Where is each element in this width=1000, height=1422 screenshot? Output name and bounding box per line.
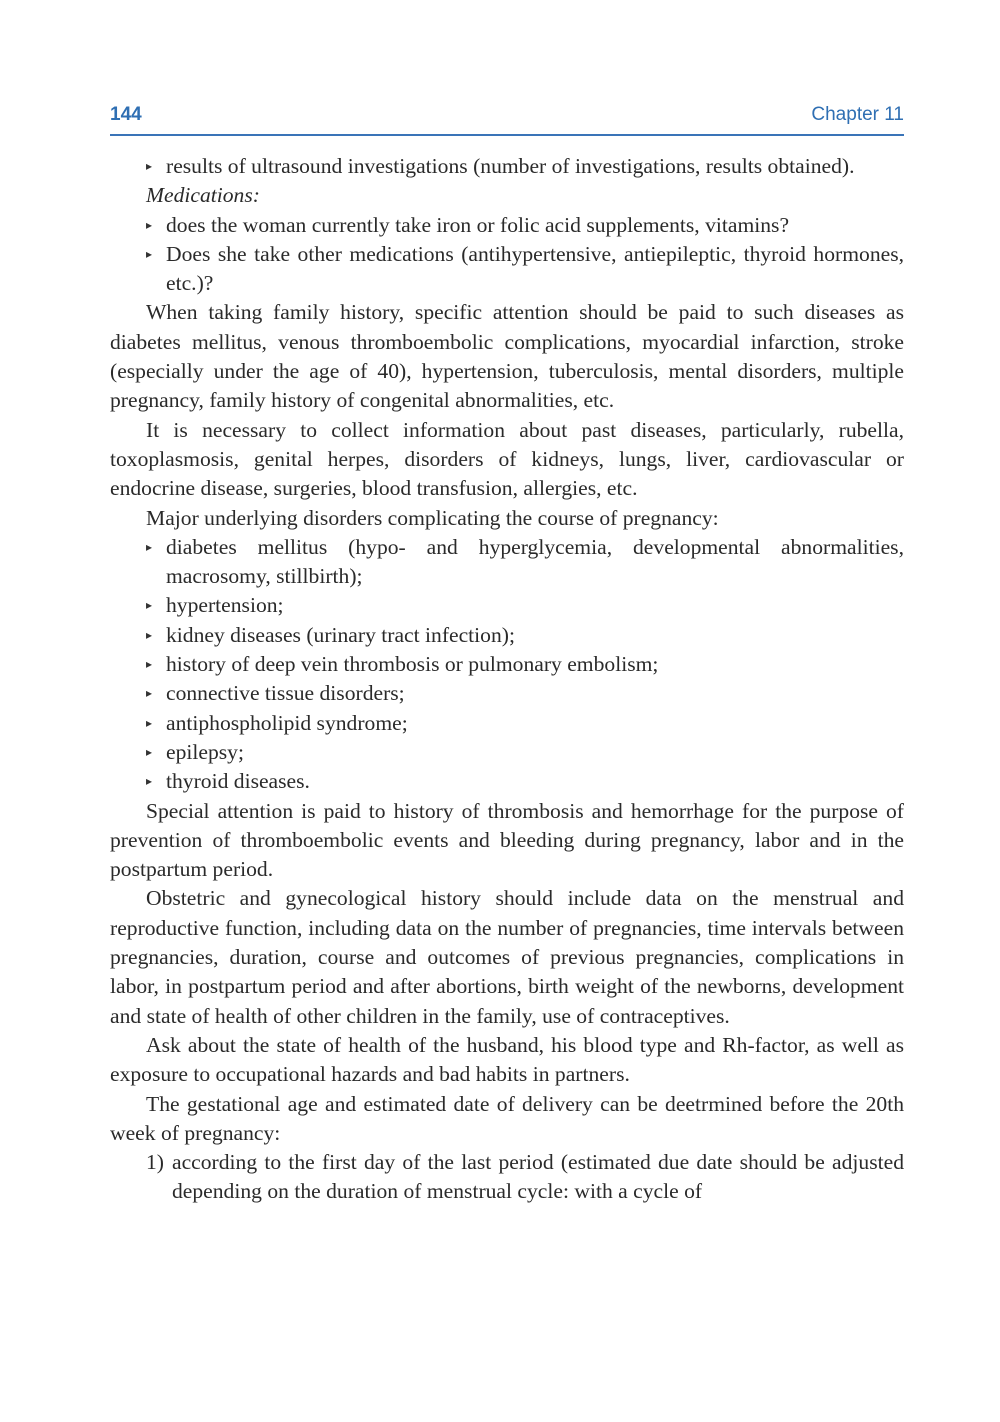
list-item: ▸ connective tissue disorders; bbox=[110, 679, 904, 708]
bullet-icon: ▸ bbox=[146, 159, 153, 173]
list-item: ▸ results of ultrasound investigations (number of investigations, results obtained). bbox=[110, 152, 904, 181]
list-item: ▸ epilepsy; bbox=[110, 738, 904, 767]
list-item: ▸ thyroid diseases. bbox=[110, 767, 904, 796]
paragraph-thrombosis: Special attention is paid to history of thrombosis and hemorrhage for the purpose of prevention of thromboembolic events and bleeding during pregnancy, labor and in the postpartum period. bbox=[110, 798, 904, 882]
list-item: 1) according to the first day of the last period (estimated due date should be adjusted depending on the duration of menstrual cycle: with a cycle of bbox=[146, 1150, 904, 1204]
list-item: ▸ hypertension; bbox=[110, 591, 904, 620]
ultrasound-list bbox=[110, 152, 904, 181]
list-item: ▸ history of deep vein thrombosis or pulmonary embolism; bbox=[110, 650, 904, 679]
medications-list bbox=[110, 211, 904, 299]
disorders-list bbox=[110, 533, 904, 797]
list-item: ▸ antiphospholipid syndrome; bbox=[110, 709, 904, 738]
chapter-title: Chapter 11 bbox=[811, 104, 904, 125]
medications-heading: Medications: bbox=[146, 183, 260, 208]
bullet-icon: ▸ bbox=[146, 715, 153, 730]
list-item: ▸ Does she take other medications (antihypertensive, antiepileptic, thyroid hormones, etc.)? bbox=[146, 241, 904, 296]
bullet-icon: ▸ bbox=[146, 774, 153, 789]
bullet-icon: ▸ bbox=[146, 217, 153, 232]
bullet-icon: ▸ bbox=[146, 744, 153, 759]
paragraph-underlying-disorders: Major underlying disorders complicating the course of pregnancy: bbox=[146, 505, 719, 530]
bullet-icon: ▸ bbox=[146, 539, 153, 554]
page-body bbox=[110, 152, 904, 1207]
paragraph-past-diseases: It is necessary to collect information about past diseases, particularly, rubella, toxoplasmosis, genital herpes, disorders of kidneys, lungs, liver, cardiovascular or endocrine disease, surgeries, blood transfusion, allergies, etc. bbox=[110, 417, 904, 501]
paragraph-husband-health: Ask about the state of health of the husband, his blood type and Rh-factor, as well as exposure to occupational hazards and bad habits in partners. bbox=[110, 1032, 904, 1087]
bullet-icon: ▸ bbox=[146, 598, 153, 613]
list-item: ▸ does the woman currently take iron or folic acid supplements, vitamins? bbox=[110, 211, 904, 240]
page-header bbox=[110, 100, 904, 136]
page-number: 144 bbox=[110, 104, 142, 125]
list-item: ▸ diabetes mellitus (hypo- and hyperglycemia, developmental abnormalities, macrosomy, stillbirth); bbox=[146, 534, 904, 589]
paragraph-obstetric-history: Obstetric and gynecological history should include data on the menstrual and reproductive function, including data on the number of pregnancies, time intervals between pregnancies, duration, course and outcomes of previous pregnancies, complications in labor, in postpartum period and after abortions, birth weight of the newborns, development and state of health of other children in the family, use of contraceptives. bbox=[110, 886, 904, 1028]
bullet-icon: ▸ bbox=[146, 627, 153, 642]
bullet-icon: ▸ bbox=[146, 686, 153, 701]
bullet-icon: ▸ bbox=[146, 246, 153, 261]
numbered-list bbox=[110, 1148, 904, 1207]
paragraph-gestational-age: The gestational age and estimated date of delivery can be deetrmined before the 20th week of pregnancy: bbox=[110, 1091, 904, 1145]
list-item: ▸ kidney diseases (urinary tract infection); bbox=[110, 621, 904, 650]
bullet-icon: ▸ bbox=[146, 657, 153, 672]
paragraph-family-history: When taking family history, specific attention should be paid to such diseases as diabetes mellitus, venous thromboembolic complications, myocardial infarction, stroke (especially under the age of 40), hypertension, tuberculosis, mental disorders, multiple pregnancy, family history of congenital abnormalities, etc. bbox=[110, 300, 904, 413]
